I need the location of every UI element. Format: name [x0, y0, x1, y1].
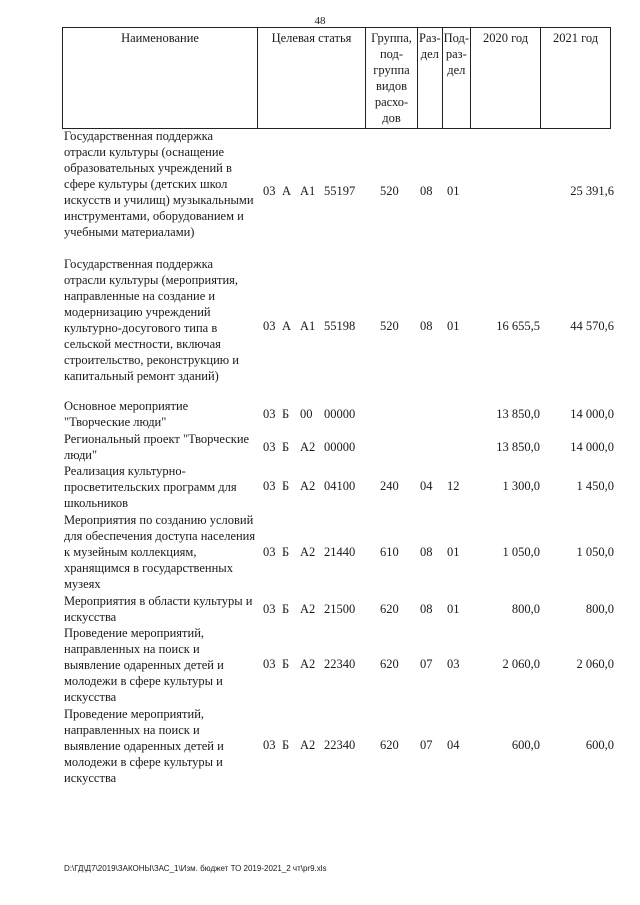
code-direction: 22340: [324, 657, 356, 671]
code-program: 03: [263, 602, 276, 616]
value-2020: 13 850,0: [496, 407, 540, 421]
value-2021: 14 000,0: [570, 440, 614, 454]
podrazdel: 12: [447, 479, 460, 493]
code-program: 03: [263, 184, 276, 198]
code-event: А2: [300, 602, 316, 616]
header-2020: 2020 год: [471, 28, 541, 129]
value-2021: 44 570,6: [570, 319, 614, 333]
value-2021: 1 450,0: [576, 479, 614, 493]
footer-file-path: D:\ГД\Д7\2019\ЗАКОНЫ\ЗАС_1\Изм. бюджет ТО 2019-2021_2 чт\pr9.xls: [64, 864, 327, 873]
group-code: 240: [380, 479, 399, 493]
code-subprogram: А: [282, 184, 292, 198]
code-program: 03: [263, 738, 276, 752]
podrazdel: 01: [447, 545, 460, 559]
value-2020: 1 050,0: [502, 545, 540, 559]
header-group: Группа, под- группа видов расхо- дов: [366, 28, 418, 129]
group-code: 620: [380, 657, 399, 671]
code-subprogram: Б: [282, 479, 290, 493]
code-direction: 21440: [324, 545, 356, 559]
header-razdel: Раз- дел: [418, 28, 443, 129]
code-event: А1: [300, 184, 316, 198]
razdel: 07: [420, 657, 433, 671]
code-direction: 22340: [324, 738, 356, 752]
group-code: 620: [380, 738, 399, 752]
row-name: Проведение мероприятий, направленных на поиск и выявление одаренных детей и молодежи в сфере культуры и искусства: [64, 707, 224, 785]
value-2021: 1 050,0: [576, 545, 614, 559]
code-subprogram: А: [282, 319, 292, 333]
row-name: Региональный проект "Творческие люди": [64, 432, 250, 462]
row-name: Мероприятия в области культуры и искусства: [64, 594, 253, 624]
row-name: Мероприятия по созданию условий для обеспечения доступа населения к музейным коллекциям, хранящимся в государственных музеях: [64, 513, 256, 591]
code-direction: 21500: [324, 602, 356, 616]
code-event: 00: [300, 407, 313, 421]
razdel: 07: [420, 738, 433, 752]
row-name: Реализация культурно-просветительских программ для школьников: [64, 464, 237, 510]
code-program: 03: [263, 407, 276, 421]
header-target: Целевая статья: [258, 28, 366, 129]
code-program: 03: [263, 545, 276, 559]
row-name: Государственная поддержка отрасли культуры (оснащение образовательных учреждений в сфере культуры (детских школ искусств и училищ) музыкальными инструментами, оборудованием и учебными материалами): [64, 129, 254, 239]
code-direction: 55197: [324, 184, 356, 198]
code-direction: 00000: [324, 440, 356, 454]
row-name: Основное мероприятие "Творческие люди": [64, 399, 189, 429]
razdel: 04: [420, 479, 433, 493]
row-name: Проведение мероприятий, направленных на поиск и выявление одаренных детей и молодежи в сфере культуры и искусства: [64, 626, 224, 704]
value-2021: 14 000,0: [570, 407, 614, 421]
header-name: Наименование: [63, 28, 258, 129]
code-program: 03: [263, 440, 276, 454]
code-event: А1: [300, 319, 316, 333]
group-code: 610: [380, 545, 399, 559]
value-2020: 13 850,0: [496, 440, 540, 454]
podrazdel: 01: [447, 602, 460, 616]
code-subprogram: Б: [282, 407, 290, 421]
code-event: А2: [300, 738, 316, 752]
code-program: 03: [263, 479, 276, 493]
value-2020: 600,0: [511, 738, 540, 752]
row-name: Государственная поддержка отрасли культуры (мероприятия, направленные на создание и модернизацию учреждений культурно-досугового типа в сельской местности, включая строительство, реконструкцию и капитальный ремонт зданий): [64, 257, 239, 383]
razdel: 08: [420, 319, 433, 333]
code-event: А2: [300, 657, 316, 671]
code-subprogram: Б: [282, 602, 290, 616]
code-subprogram: Б: [282, 440, 290, 454]
value-2021: 800,0: [585, 602, 614, 616]
code-direction: 55198: [324, 319, 356, 333]
page-number: 48: [314, 15, 326, 27]
razdel: 08: [420, 545, 433, 559]
group-code: 520: [380, 184, 399, 198]
code-subprogram: Б: [282, 657, 290, 671]
razdel: 08: [420, 602, 433, 616]
podrazdel: 01: [447, 184, 460, 198]
value-2021: 600,0: [585, 738, 614, 752]
code-subprogram: Б: [282, 738, 290, 752]
code-event: А2: [300, 545, 316, 559]
code-event: А2: [300, 440, 316, 454]
podrazdel: 04: [447, 738, 460, 752]
value-2021: 2 060,0: [576, 657, 614, 671]
code-direction: 00000: [324, 407, 356, 421]
value-2020: 2 060,0: [502, 657, 540, 671]
razdel: 08: [420, 184, 433, 198]
code-event: А2: [300, 479, 316, 493]
table-header: [62, 27, 611, 129]
group-code: 620: [380, 602, 399, 616]
code-subprogram: Б: [282, 545, 290, 559]
value-2020: 1 300,0: [502, 479, 540, 493]
code-program: 03: [263, 319, 276, 333]
podrazdel: 03: [447, 657, 460, 671]
code-direction: 04100: [324, 479, 356, 493]
header-2021: 2021 год: [541, 28, 611, 129]
podrazdel: 01: [447, 319, 460, 333]
code-program: 03: [263, 657, 276, 671]
value-2020: 800,0: [511, 602, 540, 616]
value-2020: 16 655,5: [496, 319, 540, 333]
value-2021: 25 391,6: [570, 184, 614, 198]
group-code: 520: [380, 319, 399, 333]
header-podrazdel: Под- раз- дел: [442, 28, 470, 129]
